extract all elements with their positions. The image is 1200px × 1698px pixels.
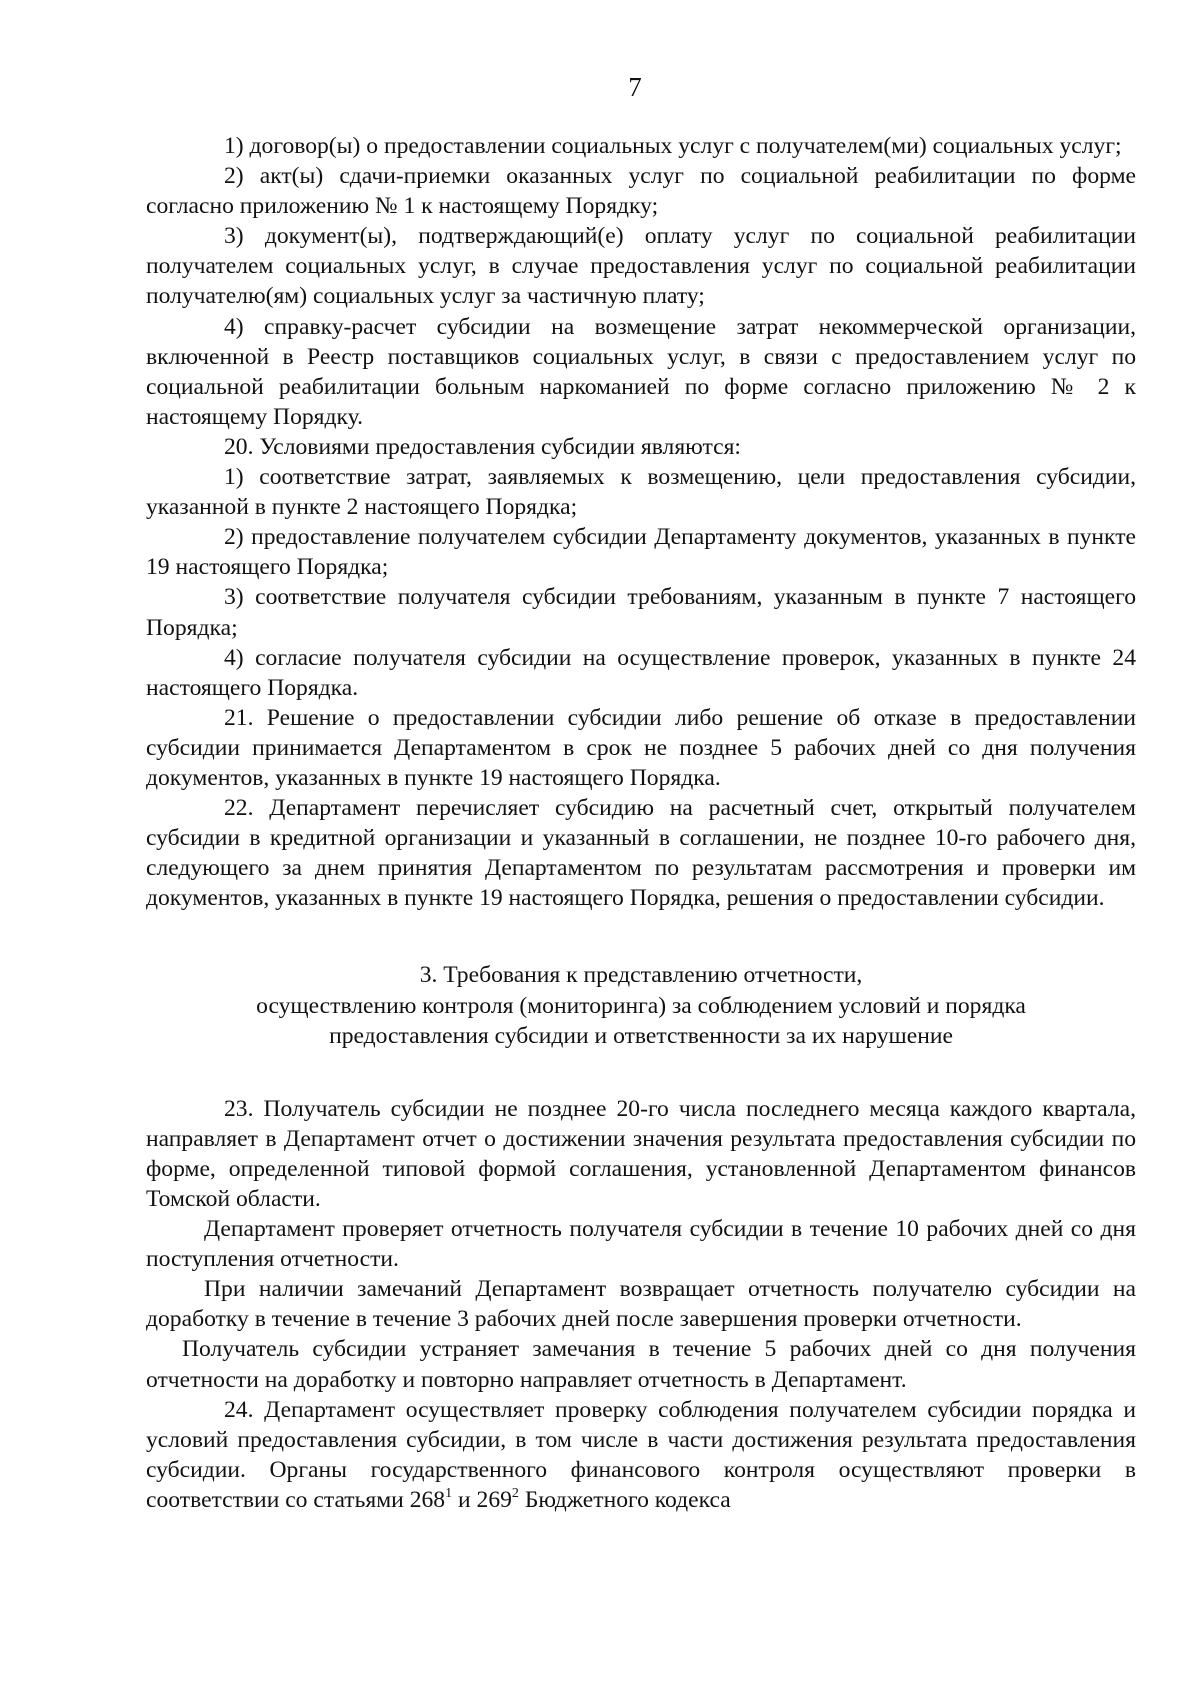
section-heading-line-1: 3. Требования к представлению отчетности, xyxy=(419,962,863,989)
paragraph-22: 22. Департамент перечисляет субсидию на расчетный счет, открытый получателем субсидии в кредитной организации и указанный в соглашении, не позднее 10-го рабочего дня, следующего за днем принятия Департаментом по результатам рассмотрения и проверки им документов, указанных в пункте 19 настоящего Порядка, решения о предоставлении субсидии. xyxy=(146,795,1136,912)
section-heading-line-2: осуществлению контроля (мониторинга) за соблюдением условий и порядка xyxy=(256,992,1026,1019)
paragraph-23: 23. Получатель субсидии не позднее 20-го числа последнего месяца каждого квартала, направляет в Департамент отчет о достижении значения результата предоставления субсидии по форме, определенной типовой формой соглашения, установленной Департаментом финансов Томской области. xyxy=(146,1095,1136,1212)
paragraph-23-fix: Получатель субсидии устраняет замечания в течение 5 рабочих дней со дня получения отчетности на доработку и повторно направляет отчетность в Департамент. xyxy=(146,1336,1136,1393)
paragraph-19-item-4: 4) справку-расчет субсидии на возмещение затрат некоммерческой организации, включенной в Реестр поставщиков социальных услуг, в связи с предоставлением услуг по социальной реабилитации больным наркоманией по форме согласно приложению № 2 к настоящему Порядку. xyxy=(146,313,1136,430)
paragraph-19-item-1: 1) договор(ы) о предоставлении социальных услуг с получателем(ми) социальных услуг; xyxy=(224,133,1122,159)
paragraph-21: 21. Решение о предоставлении субсидии либо решение об отказе в предоставлении субсидии принимается Департаментом в срок не позднее 5 рабочих дней со дня получения документов, указанных в пункте 19 настоящего Порядка. xyxy=(146,704,1136,791)
paragraph-24-text-after: Бюджетного кодекса xyxy=(518,1486,731,1513)
section-3-heading xyxy=(146,960,1136,1050)
paragraph-20-item-4: 4) согласие получателя субсидии на осуществление проверок, указанных в пункте 24 настоящего Порядка. xyxy=(146,644,1136,701)
document-body xyxy=(146,131,1136,1515)
paragraph-20-item-3: 3) соответствие получателя субсидии требованиям, указанным в пункте 7 настоящего Порядка; xyxy=(146,584,1136,641)
paragraph-24 xyxy=(146,1395,1136,1515)
paragraph-24-sup-1: 1 xyxy=(445,1486,453,1502)
paragraph-23-check: Департамент проверяет отчетность получателя субсидии в течение 10 рабочих дней со дня поступления отчетности. xyxy=(146,1216,1136,1273)
paragraph-20: 20. Условиями предоставления субсидии являются: xyxy=(224,433,741,460)
paragraph-19-item-3: 3) документ(ы), подтверждающий(е) оплату услуг по социальной реабилитации получателем социальных услуг, в случае предоставления услуг по социальной реабилитации получателю(ям) социальных услуг за частичную плату; xyxy=(146,223,1136,310)
section-heading-line-3: предоставления субсидии и ответственности за их нарушение xyxy=(329,1022,953,1049)
page-number: 7 xyxy=(628,72,642,102)
paragraph-24-sup-2: 2 xyxy=(511,1486,519,1502)
paragraph-20-item-2: 2) предоставление получателем субсидии Департаменту документов, указанных в пункте 19 настоящего Порядка; xyxy=(146,524,1136,581)
paragraph-24-text-before: 24. Департамент осуществляет проверку соблюдения получателем субсидии порядка и условий предоставления субсидии, в том числе в части достижения результата предоставления субсидии. Органы государственного финансового контроля осуществляют проверки в соответствии со статьями 268 xyxy=(146,1396,1136,1513)
paragraph-23-remarks: При наличии замечаний Департамент возвращает отчетность получателю субсидии на доработку в течение в течение 3 рабочих дней после завершения проверки отчетности. xyxy=(146,1276,1136,1333)
paragraph-20-item-1: 1) соответствие затрат, заявляемых к возмещению, цели предоставления субсидии, указанной в пункте 2 настоящего Порядка; xyxy=(146,464,1136,521)
paragraph-24-text-middle: и 269 xyxy=(452,1486,512,1513)
paragraph-19-item-2: 2) акт(ы) сдачи-приемки оказанных услуг по социальной реабилитации по форме согласно приложению № 1 к настоящему Порядку; xyxy=(146,163,1136,220)
